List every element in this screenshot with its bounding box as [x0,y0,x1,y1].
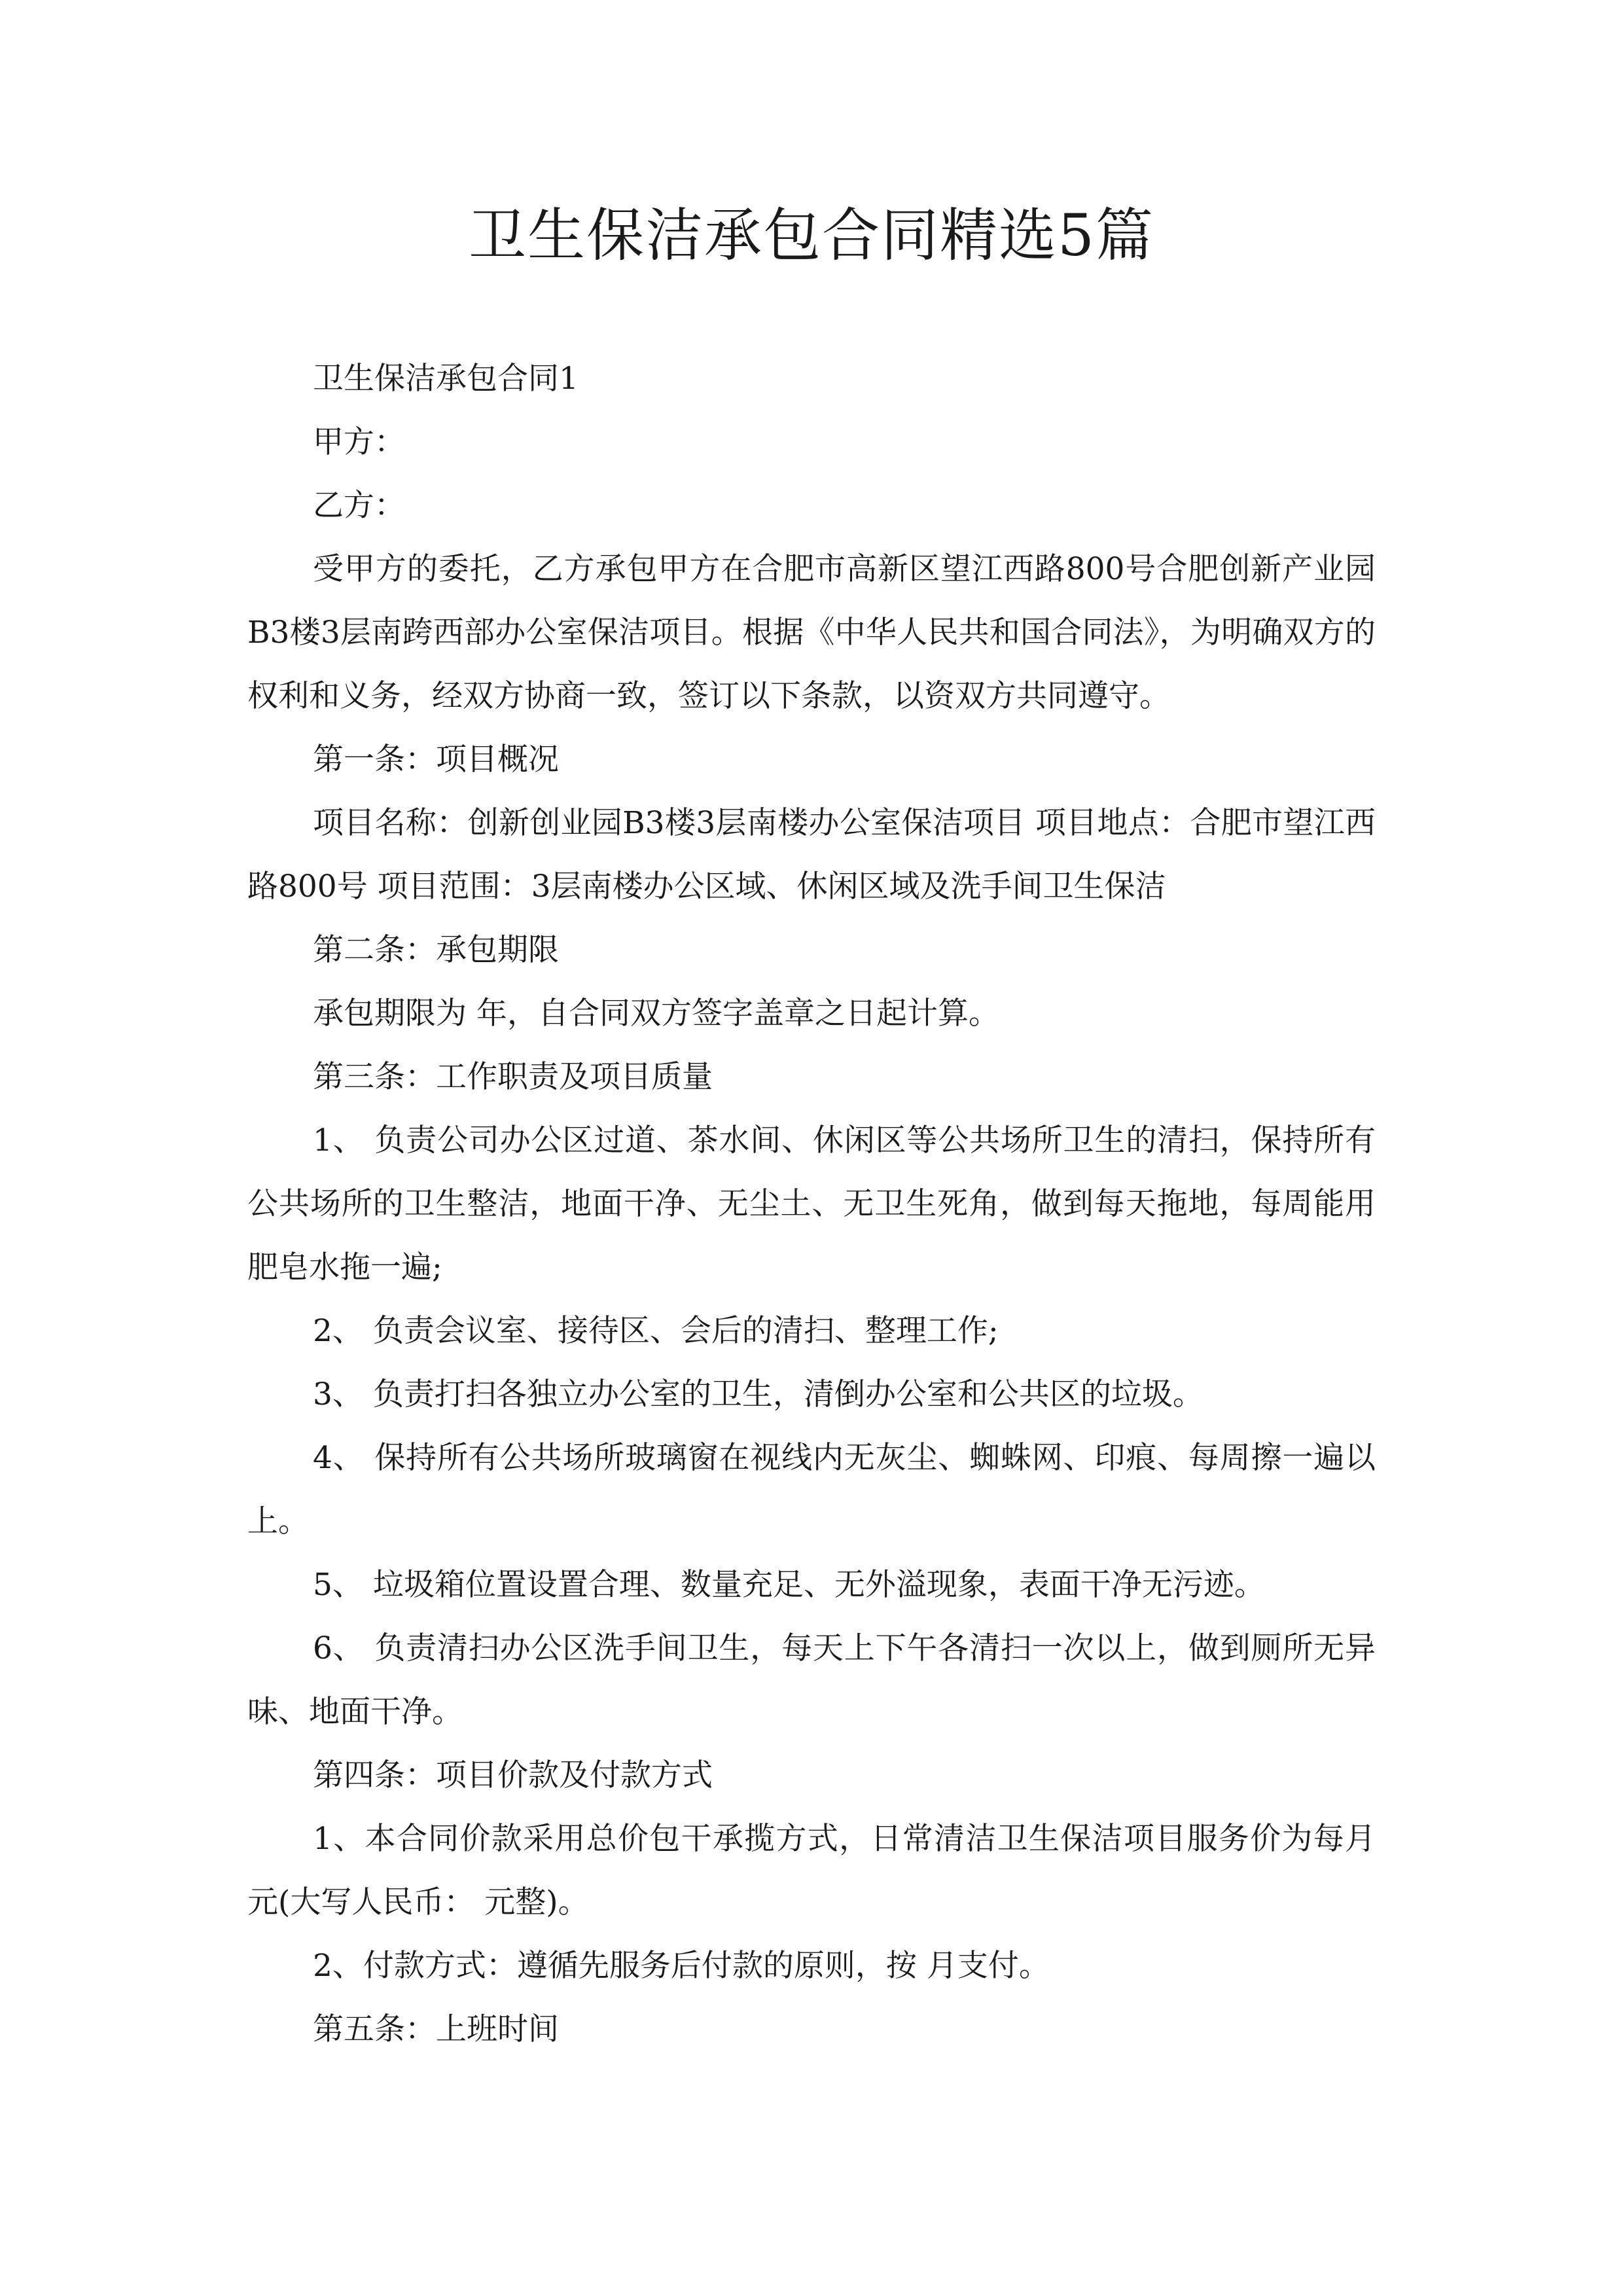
article-2-heading: 第二条：承包期限 [313,932,559,968]
project-overview-paragraph: 项目名称：创新创业园B3楼3层南楼办公室保洁项目 项目地点：合肥市望江西路800号 项目范围：3层南楼办公区域、休闲区域及洗手间卫生保洁 [247,805,1376,905]
article-4-heading: 第四条：项目价款及付款方式 [313,1757,713,1793]
price-item-2: 2、付款方式：遵循先服务后付款的原则，按 月支付。 [313,1948,1050,1984]
party-a-line: 甲方： [313,424,405,460]
article-3-heading: 第三条：工作职责及项目质量 [313,1059,713,1095]
duty-item-5: 5、 垃圾箱位置设置合理、数量充足、无外溢现象，表面干净无污迹。 [313,1567,1265,1603]
duty-item-2: 2、 负责会议室、接待区、会后的清扫、整理工作; [313,1313,999,1349]
article-5-heading: 第五条：上班时间 [313,2011,559,2047]
preamble-paragraph: 受甲方的委托，乙方承包甲方在合肥市高新区望江西路800号合肥创新产业园B3楼3层南跨西部办公室保洁项目。根据《中华人民共和国合同法》，为明确双方的权利和义务，经双方协商一致，签订以下条款，以资双方共同遵守。 [247,551,1376,714]
document-body [247,347,1376,2061]
party-b-line: 乙方： [313,488,405,524]
price-item-1: 1、本合同价款采用总价包干承揽方式，日常清洁卫生保洁项目服务价为每月 元(大写人民币： 元整)。 [247,1821,1376,1920]
duty-item-4: 4、 保持所有公共场所玻璃窗在视线内无灰尘、蜘蛛网、印痕、每周擦一遍以上。 [247,1440,1376,1539]
duty-item-6: 6、 负责清扫办公区洗手间卫生，每天上下午各清扫一次以上，做到厕所无异味、地面干净。 [247,1630,1376,1730]
contract-term-paragraph: 承包期限为 年，自合同双方签字盖章之日起计算。 [313,996,999,1031]
article-1-heading: 第一条：项目概况 [313,742,559,778]
contract-heading: 卫生保洁承包合同1 [313,361,579,397]
document-title: 卫生保洁承包合同精选5篇 [469,202,1154,269]
duty-item-3: 3、 负责打扫各独立办公室的卫生，清倒办公室和公共区的垃圾。 [313,1376,1204,1412]
duty-item-1: 1、 负责公司办公区过道、茶水间、休闲区等公共场所卫生的清扫，保持所有公共场所的卫生整洁，地面干净、无尘土、无卫生死角，做到每天拖地，每周能用肥皂水拖一遍; [247,1122,1376,1285]
